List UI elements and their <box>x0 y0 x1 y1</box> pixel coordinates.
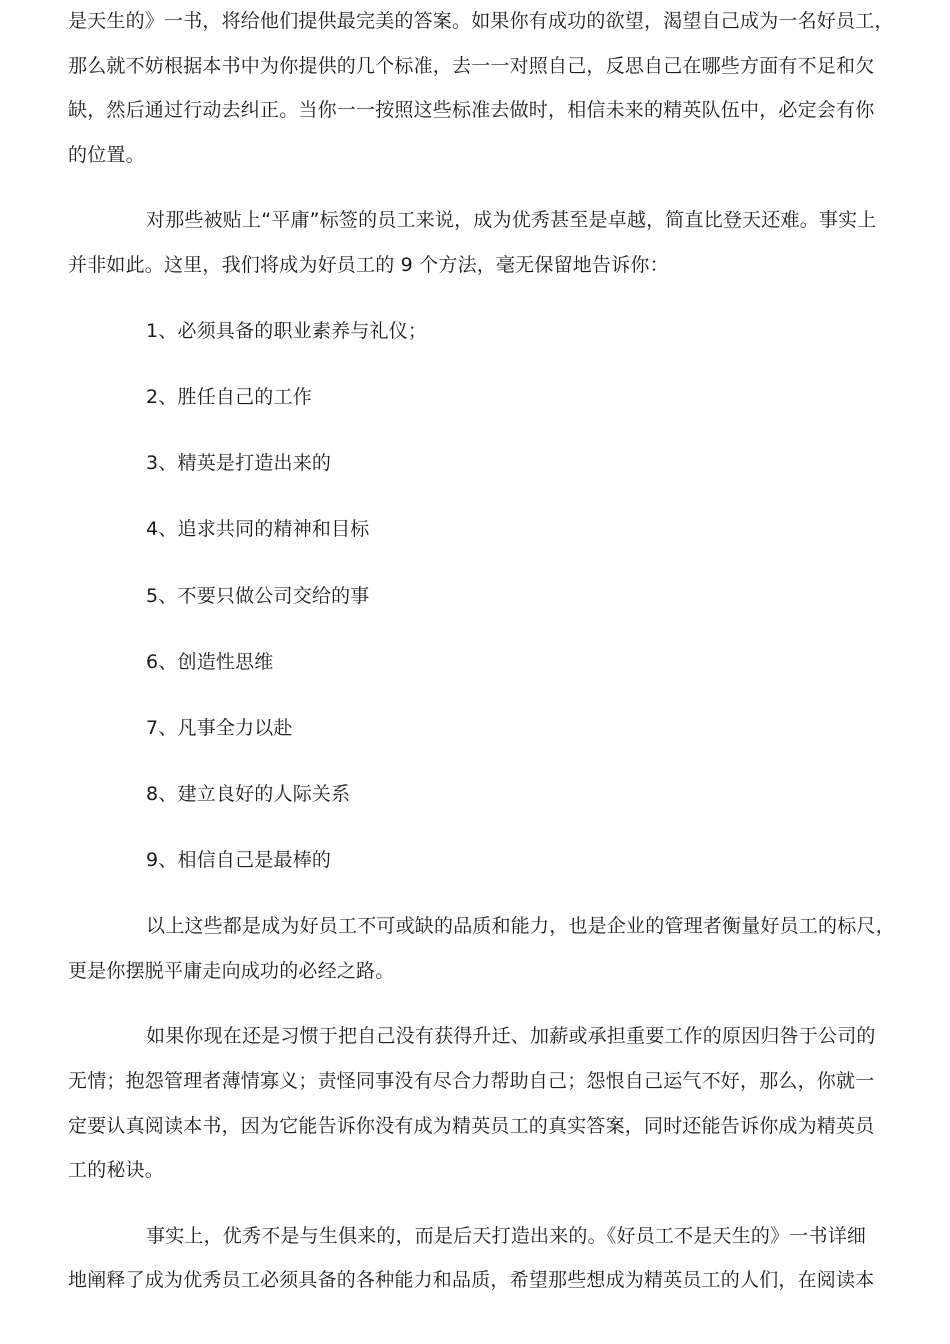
para1-line-1: 是天生的》一书，将给他们提供最完美的答案。如果你有成功的欲望，渴望自己成为一名好员工， <box>68 10 894 32</box>
para1-line-3: 缺，然后通过行动去纠正。当你一一按照这些标准去做时，相信未来的精英队伍中，必定会有你 <box>68 99 875 121</box>
para1-line-2: 那么就不妨根据本书中为你提供的几个标准，去一一对照自己，反思自己在哪些方面有不足和欠 <box>68 55 875 77</box>
para4-line-2: 无情；抱怨管理者薄情寡义；责怪同事没有尽合力帮助自己；怨恨自己运气不好，那么，你就一 <box>68 1070 875 1092</box>
para4-line-3: 定要认真阅读本书，因为它能告诉你没有成为精英员工的真实答案，同时还能告诉你成为精英员 <box>68 1115 875 1137</box>
list-item-8: 8、建立良好的人际关系 <box>146 783 351 805</box>
list-item-1: 1、必须具备的职业素养与礼仪； <box>146 320 428 342</box>
para4-line-4: 工的秘诀。 <box>68 1159 165 1181</box>
para4-line-1: 如果你现在还是习惯于把自己没有获得升迁、加薪或承担重要工作的原因归咎于公司的 <box>146 1025 876 1047</box>
list-item-7: 7、凡事全力以赴 <box>146 717 293 739</box>
list-item-4: 4、追求共同的精神和目标 <box>146 518 370 540</box>
para1-line-4: 的位置。 <box>68 144 145 166</box>
list-item-9: 9、相信自己是最棒的 <box>146 849 332 871</box>
list-item-5: 5、不要只做公司交给的事 <box>146 585 370 607</box>
para2-line-1: 对那些被贴上“平庸”标签的员工来说，成为优秀甚至是卓越，简直比登天还难。事实上 <box>146 209 877 231</box>
para5-line-1: 事实上，优秀不是与生俱来的，而是后天打造出来的。《好员工不是天生的》一书详细 <box>146 1225 867 1247</box>
list-item-3: 3、精英是打造出来的 <box>146 452 332 474</box>
para3-line-1: 以上这些都是成为好员工不可或缺的品质和能力，也是企业的管理者衡量好员工的标尺， <box>146 915 895 937</box>
para5-line-2: 地阐释了成为优秀员工必须具备的各种能力和品质，希望那些想成为精英员工的人们，在阅读本 <box>68 1269 875 1291</box>
list-item-2: 2、胜任自己的工作 <box>146 386 312 408</box>
para2-line-2: 并非如此。这里，我们将成为好员工的 9 个方法，毫无保留地告诉你： <box>68 254 669 276</box>
para3-line-2: 更是你摆脱平庸走向成功的必经之路。 <box>68 960 395 982</box>
list-item-6: 6、创造性思维 <box>146 651 274 673</box>
